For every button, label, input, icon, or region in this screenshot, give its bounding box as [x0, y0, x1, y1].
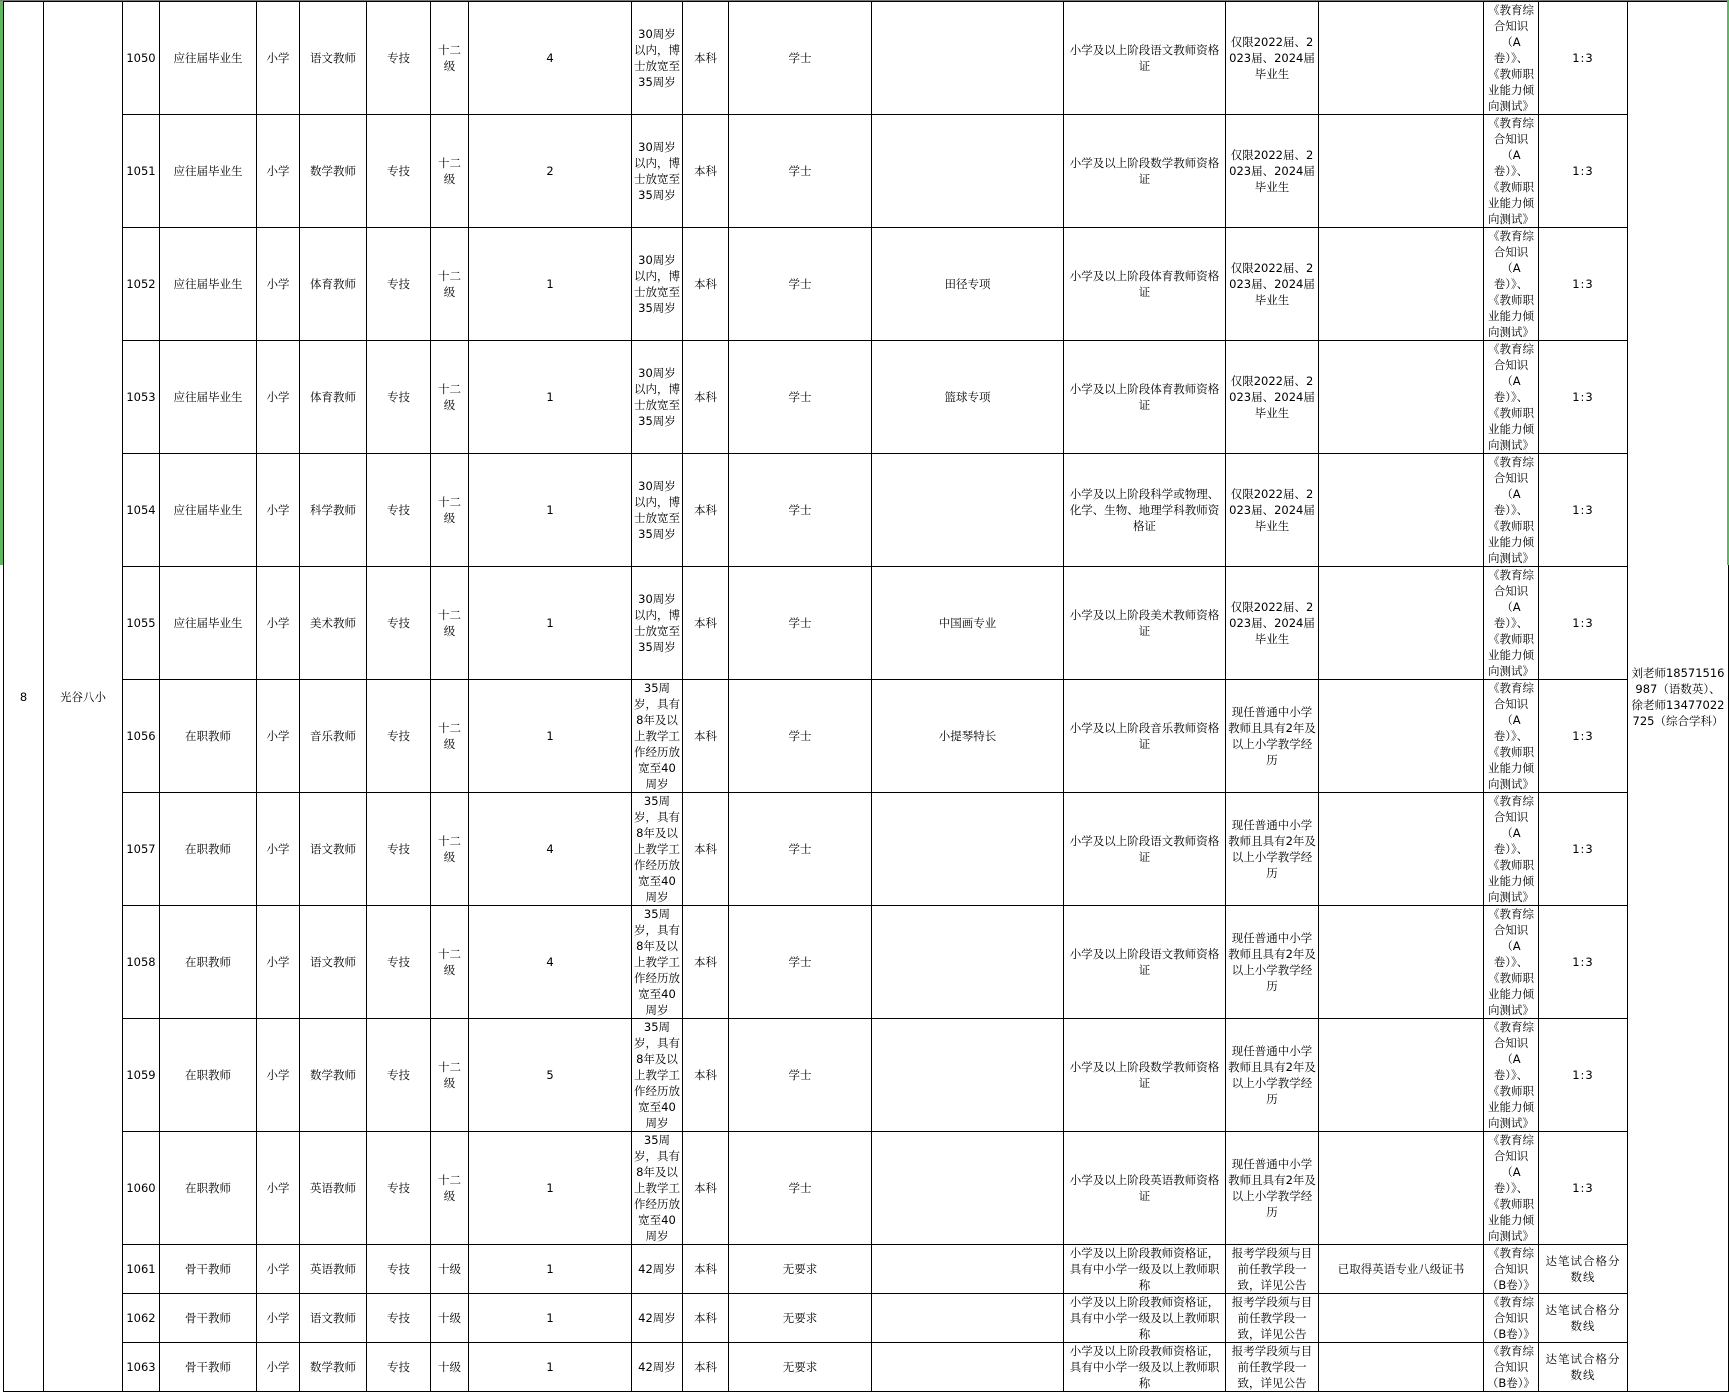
position-code-cell: 1063	[123, 1343, 160, 1392]
hiring-count-cell: 1	[469, 680, 632, 793]
degree-cell: 学士	[729, 1132, 872, 1245]
exam-subject-cell: 《教育综合知识（A卷）》、《教师职业能力倾向测试》	[1484, 341, 1539, 454]
table-row	[4, 1343, 1729, 1392]
post-grade-cell: 十二级	[431, 341, 469, 454]
other-requirement-cell: 仅限2022届、2023届、2024届毕业生	[1226, 454, 1319, 567]
certificate-requirement-cell: 小学及以上阶段英语教师资格证	[1064, 1132, 1226, 1245]
other-requirement-cell: 现任普通中小学教师且具有2年及以上小学教学经历	[1226, 793, 1319, 906]
hiring-count-cell: 2	[469, 115, 632, 228]
additional-requirement-cell	[1319, 341, 1484, 454]
certificate-requirement-cell: 小学及以上阶段教师资格证，具有中小学一级及以上教师职称	[1064, 1294, 1226, 1343]
post-category-cell: 专技	[367, 341, 431, 454]
major-requirement-cell	[872, 1245, 1064, 1294]
degree-cell: 学士	[729, 567, 872, 680]
school-level-cell: 小学	[257, 2, 300, 115]
major-requirement-cell	[872, 2, 1064, 115]
degree-cell: 无要求	[729, 1294, 872, 1343]
degree-cell: 学士	[729, 341, 872, 454]
major-requirement-cell	[872, 1019, 1064, 1132]
hiring-count-cell: 1	[469, 454, 632, 567]
post-name-cell: 数学教师	[300, 1343, 367, 1392]
table-row	[4, 680, 1729, 793]
certificate-requirement-cell: 小学及以上阶段音乐教师资格证	[1064, 680, 1226, 793]
applicant-type-cell: 在职教师	[160, 793, 257, 906]
certificate-requirement-cell: 小学及以上阶段教师资格证，具有中小学一级及以上教师职称	[1064, 1343, 1226, 1392]
post-name-cell: 语文教师	[300, 1294, 367, 1343]
degree-cell: 学士	[729, 680, 872, 793]
education-cell: 本科	[683, 680, 729, 793]
age-requirement-cell: 35周岁，具有8年及以上教学工作经历放宽至40周岁	[632, 793, 683, 906]
post-name-cell: 数学教师	[300, 115, 367, 228]
applicant-type-cell: 在职教师	[160, 906, 257, 1019]
education-cell: 本科	[683, 2, 729, 115]
degree-cell: 无要求	[729, 1245, 872, 1294]
degree-cell: 学士	[729, 2, 872, 115]
age-requirement-cell: 42周岁	[632, 1294, 683, 1343]
degree-cell: 学士	[729, 115, 872, 228]
hiring-count-cell: 4	[469, 793, 632, 906]
certificate-requirement-cell: 小学及以上阶段数学教师资格证	[1064, 115, 1226, 228]
post-name-cell: 科学教师	[300, 454, 367, 567]
contact-info-cell: 刘老师18571516987（语数英）、徐老师13477022725（综合学科）	[1628, 2, 1729, 1392]
additional-requirement-cell	[1319, 454, 1484, 567]
post-grade-cell: 十级	[431, 1245, 469, 1294]
other-requirement-cell: 报考学段须与目前任教学段一致，详见公告	[1226, 1343, 1319, 1392]
table-row	[4, 1245, 1729, 1294]
certificate-requirement-cell: 小学及以上阶段语文教师资格证	[1064, 2, 1226, 115]
major-requirement-cell: 中国画专业	[872, 567, 1064, 680]
post-name-cell: 体育教师	[300, 341, 367, 454]
position-code-cell: 1057	[123, 793, 160, 906]
education-cell: 本科	[683, 1132, 729, 1245]
interview-ratio-cell: 1:3	[1539, 680, 1628, 793]
hiring-count-cell: 1	[469, 1245, 632, 1294]
age-requirement-cell: 35周岁，具有8年及以上教学工作经历放宽至40周岁	[632, 1132, 683, 1245]
position-code-cell: 1059	[123, 1019, 160, 1132]
school-level-cell: 小学	[257, 1019, 300, 1132]
exam-subject-cell: 《教育综合知识（A卷）》、《教师职业能力倾向测试》	[1484, 1132, 1539, 1245]
school-level-cell: 小学	[257, 1294, 300, 1343]
hiring-count-cell: 5	[469, 1019, 632, 1132]
table-row	[4, 1294, 1729, 1343]
additional-requirement-cell	[1319, 115, 1484, 228]
post-grade-cell: 十二级	[431, 906, 469, 1019]
school-level-cell: 小学	[257, 1343, 300, 1392]
degree-cell: 学士	[729, 454, 872, 567]
position-code-cell: 1054	[123, 454, 160, 567]
certificate-requirement-cell: 小学及以上阶段体育教师资格证	[1064, 341, 1226, 454]
applicant-type-cell: 应往届毕业生	[160, 228, 257, 341]
post-grade-cell: 十二级	[431, 228, 469, 341]
post-name-cell: 英语教师	[300, 1245, 367, 1294]
post-grade-cell: 十二级	[431, 115, 469, 228]
other-requirement-cell: 仅限2022届、2023届、2024届毕业生	[1226, 228, 1319, 341]
age-requirement-cell: 30周岁以内，博士放宽至35周岁	[632, 2, 683, 115]
sequence-number-cell: 8	[4, 2, 44, 1392]
applicant-type-cell: 应往届毕业生	[160, 115, 257, 228]
post-grade-cell: 十级	[431, 1343, 469, 1392]
hiring-count-cell: 1	[469, 567, 632, 680]
school-level-cell: 小学	[257, 115, 300, 228]
table-row	[4, 115, 1729, 228]
major-requirement-cell	[872, 115, 1064, 228]
certificate-requirement-cell: 小学及以上阶段美术教师资格证	[1064, 567, 1226, 680]
other-requirement-cell: 报考学段须与目前任教学段一致，详见公告	[1226, 1294, 1319, 1343]
post-grade-cell: 十级	[431, 1294, 469, 1343]
age-requirement-cell: 30周岁以内，博士放宽至35周岁	[632, 567, 683, 680]
post-grade-cell: 十二级	[431, 454, 469, 567]
age-requirement-cell: 35周岁，具有8年及以上教学工作经历放宽至40周岁	[632, 906, 683, 1019]
applicant-type-cell: 应往届毕业生	[160, 454, 257, 567]
education-cell: 本科	[683, 341, 729, 454]
position-code-cell: 1062	[123, 1294, 160, 1343]
post-category-cell: 专技	[367, 2, 431, 115]
hiring-count-cell: 1	[469, 1343, 632, 1392]
hiring-count-cell: 4	[469, 906, 632, 1019]
position-code-cell: 1055	[123, 567, 160, 680]
post-category-cell: 专技	[367, 1245, 431, 1294]
table-row	[4, 1132, 1729, 1245]
exam-subject-cell: 《教育综合知识（A卷）》、《教师职业能力倾向测试》	[1484, 2, 1539, 115]
school-level-cell: 小学	[257, 793, 300, 906]
major-requirement-cell	[872, 454, 1064, 567]
hiring-count-cell: 1	[469, 1132, 632, 1245]
applicant-type-cell: 在职教师	[160, 680, 257, 793]
additional-requirement-cell	[1319, 906, 1484, 1019]
table-row	[4, 228, 1729, 341]
other-requirement-cell: 现任普通中小学教师且具有2年及以上小学教学经历	[1226, 906, 1319, 1019]
certificate-requirement-cell: 小学及以上阶段教师资格证，具有中小学一级及以上教师职称	[1064, 1245, 1226, 1294]
major-requirement-cell	[872, 1132, 1064, 1245]
position-code-cell: 1060	[123, 1132, 160, 1245]
interview-ratio-cell: 1:3	[1539, 2, 1628, 115]
post-category-cell: 专技	[367, 906, 431, 1019]
certificate-requirement-cell: 小学及以上阶段数学教师资格证	[1064, 1019, 1226, 1132]
other-requirement-cell: 现任普通中小学教师且具有2年及以上小学教学经历	[1226, 1019, 1319, 1132]
additional-requirement-cell	[1319, 1294, 1484, 1343]
applicant-type-cell: 骨干教师	[160, 1343, 257, 1392]
post-name-cell: 数学教师	[300, 1019, 367, 1132]
school-level-cell: 小学	[257, 1132, 300, 1245]
interview-ratio-cell: 1:3	[1539, 341, 1628, 454]
education-cell: 本科	[683, 793, 729, 906]
additional-requirement-cell	[1319, 1132, 1484, 1245]
table-row	[4, 2, 1729, 115]
school-level-cell: 小学	[257, 1245, 300, 1294]
additional-requirement-cell	[1319, 1343, 1484, 1392]
post-grade-cell: 十二级	[431, 1019, 469, 1132]
table-row	[4, 1019, 1729, 1132]
additional-requirement-cell: 已取得英语专业八级证书	[1319, 1245, 1484, 1294]
interview-ratio-cell: 达笔试合格分数线	[1539, 1294, 1628, 1343]
table-row	[4, 341, 1729, 454]
age-requirement-cell: 30周岁以内，博士放宽至35周岁	[632, 341, 683, 454]
other-requirement-cell: 现任普通中小学教师且具有2年及以上小学教学经历	[1226, 1132, 1319, 1245]
other-requirement-cell: 现任普通中小学教师且具有2年及以上小学教学经历	[1226, 680, 1319, 793]
exam-subject-cell: 《教育综合知识（A卷）》、《教师职业能力倾向测试》	[1484, 906, 1539, 1019]
post-name-cell: 语文教师	[300, 793, 367, 906]
applicant-type-cell: 应往届毕业生	[160, 567, 257, 680]
school-level-cell: 小学	[257, 680, 300, 793]
major-requirement-cell: 小提琴特长	[872, 680, 1064, 793]
position-code-cell: 1058	[123, 906, 160, 1019]
exam-subject-cell: 《教育综合知识（A卷）》、《教师职业能力倾向测试》	[1484, 454, 1539, 567]
degree-cell: 学士	[729, 793, 872, 906]
education-cell: 本科	[683, 1019, 729, 1132]
major-requirement-cell: 田径专项	[872, 228, 1064, 341]
education-cell: 本科	[683, 1245, 729, 1294]
exam-subject-cell: 《教育综合知识（A卷）》、《教师职业能力倾向测试》	[1484, 680, 1539, 793]
education-cell: 本科	[683, 906, 729, 1019]
education-cell: 本科	[683, 1294, 729, 1343]
interview-ratio-cell: 1:3	[1539, 567, 1628, 680]
position-code-cell: 1052	[123, 228, 160, 341]
education-cell: 本科	[683, 567, 729, 680]
additional-requirement-cell	[1319, 1019, 1484, 1132]
hiring-count-cell: 4	[469, 2, 632, 115]
post-category-cell: 专技	[367, 680, 431, 793]
post-category-cell: 专技	[367, 1294, 431, 1343]
applicant-type-cell: 在职教师	[160, 1019, 257, 1132]
other-requirement-cell: 仅限2022届、2023届、2024届毕业生	[1226, 115, 1319, 228]
major-requirement-cell	[872, 1343, 1064, 1392]
post-grade-cell: 十二级	[431, 567, 469, 680]
position-code-cell: 1050	[123, 2, 160, 115]
table-row	[4, 793, 1729, 906]
other-requirement-cell: 仅限2022届、2023届、2024届毕业生	[1226, 567, 1319, 680]
table-body	[4, 2, 1729, 1392]
exam-subject-cell: 《教育综合知识（B卷）》	[1484, 1343, 1539, 1392]
school-level-cell: 小学	[257, 454, 300, 567]
additional-requirement-cell	[1319, 2, 1484, 115]
position-code-cell: 1051	[123, 115, 160, 228]
major-requirement-cell	[872, 906, 1064, 1019]
major-requirement-cell	[872, 793, 1064, 906]
school-level-cell: 小学	[257, 567, 300, 680]
interview-ratio-cell: 1:3	[1539, 1019, 1628, 1132]
education-cell: 本科	[683, 228, 729, 341]
interview-ratio-cell: 1:3	[1539, 115, 1628, 228]
other-requirement-cell: 仅限2022届、2023届、2024届毕业生	[1226, 341, 1319, 454]
exam-subject-cell: 《教育综合知识（A卷）》、《教师职业能力倾向测试》	[1484, 228, 1539, 341]
applicant-type-cell: 在职教师	[160, 1132, 257, 1245]
interview-ratio-cell: 1:3	[1539, 906, 1628, 1019]
exam-subject-cell: 《教育综合知识（B卷）》	[1484, 1245, 1539, 1294]
additional-requirement-cell	[1319, 680, 1484, 793]
post-category-cell: 专技	[367, 1132, 431, 1245]
other-requirement-cell: 仅限2022届、2023届、2024届毕业生	[1226, 2, 1319, 115]
post-name-cell: 音乐教师	[300, 680, 367, 793]
post-name-cell: 英语教师	[300, 1132, 367, 1245]
post-category-cell: 专技	[367, 228, 431, 341]
exam-subject-cell: 《教育综合知识（B卷）》	[1484, 1294, 1539, 1343]
school-level-cell: 小学	[257, 228, 300, 341]
hiring-count-cell: 1	[469, 341, 632, 454]
additional-requirement-cell	[1319, 228, 1484, 341]
interview-ratio-cell: 达笔试合格分数线	[1539, 1245, 1628, 1294]
post-name-cell: 体育教师	[300, 228, 367, 341]
age-requirement-cell: 30周岁以内，博士放宽至35周岁	[632, 454, 683, 567]
additional-requirement-cell	[1319, 793, 1484, 906]
certificate-requirement-cell: 小学及以上阶段体育教师资格证	[1064, 228, 1226, 341]
school-level-cell: 小学	[257, 341, 300, 454]
table-row	[4, 567, 1729, 680]
education-cell: 本科	[683, 1343, 729, 1392]
post-category-cell: 专技	[367, 793, 431, 906]
hiring-count-cell: 1	[469, 1294, 632, 1343]
applicant-type-cell: 骨干教师	[160, 1245, 257, 1294]
additional-requirement-cell	[1319, 567, 1484, 680]
exam-subject-cell: 《教育综合知识（A卷）》、《教师职业能力倾向测试》	[1484, 115, 1539, 228]
applicant-type-cell: 应往届毕业生	[160, 341, 257, 454]
position-code-cell: 1061	[123, 1245, 160, 1294]
position-code-cell: 1056	[123, 680, 160, 793]
post-grade-cell: 十二级	[431, 1132, 469, 1245]
hiring-count-cell: 1	[469, 228, 632, 341]
recruitment-table	[3, 1, 1729, 1392]
major-requirement-cell: 篮球专项	[872, 341, 1064, 454]
interview-ratio-cell: 1:3	[1539, 793, 1628, 906]
exam-subject-cell: 《教育综合知识（A卷）》、《教师职业能力倾向测试》	[1484, 1019, 1539, 1132]
interview-ratio-cell: 1:3	[1539, 454, 1628, 567]
post-grade-cell: 十二级	[431, 680, 469, 793]
post-name-cell: 语文教师	[300, 906, 367, 1019]
interview-ratio-cell: 1:3	[1539, 228, 1628, 341]
certificate-requirement-cell: 小学及以上阶段语文教师资格证	[1064, 793, 1226, 906]
education-cell: 本科	[683, 454, 729, 567]
certificate-requirement-cell: 小学及以上阶段语文教师资格证	[1064, 906, 1226, 1019]
applicant-type-cell: 骨干教师	[160, 1294, 257, 1343]
age-requirement-cell: 42周岁	[632, 1245, 683, 1294]
age-requirement-cell: 30周岁以内，博士放宽至35周岁	[632, 228, 683, 341]
post-category-cell: 专技	[367, 115, 431, 228]
school-name-cell: 光谷八小	[44, 2, 123, 1392]
post-grade-cell: 十二级	[431, 793, 469, 906]
degree-cell: 学士	[729, 228, 872, 341]
education-cell: 本科	[683, 115, 729, 228]
degree-cell: 学士	[729, 906, 872, 1019]
age-requirement-cell: 35周岁，具有8年及以上教学工作经历放宽至40周岁	[632, 1019, 683, 1132]
post-name-cell: 美术教师	[300, 567, 367, 680]
major-requirement-cell	[872, 1294, 1064, 1343]
position-code-cell: 1053	[123, 341, 160, 454]
post-category-cell: 专技	[367, 1343, 431, 1392]
table-row	[4, 454, 1729, 567]
degree-cell: 学士	[729, 1019, 872, 1132]
exam-subject-cell: 《教育综合知识（A卷）》、《教师职业能力倾向测试》	[1484, 793, 1539, 906]
exam-subject-cell: 《教育综合知识（A卷）》、《教师职业能力倾向测试》	[1484, 567, 1539, 680]
post-category-cell: 专技	[367, 1019, 431, 1132]
age-requirement-cell: 42周岁	[632, 1343, 683, 1392]
post-grade-cell: 十二级	[431, 2, 469, 115]
age-requirement-cell: 30周岁以内，博士放宽至35周岁	[632, 115, 683, 228]
age-requirement-cell: 35周岁，具有8年及以上教学工作经历放宽至40周岁	[632, 680, 683, 793]
interview-ratio-cell: 1:3	[1539, 1132, 1628, 1245]
applicant-type-cell: 应往届毕业生	[160, 2, 257, 115]
degree-cell: 无要求	[729, 1343, 872, 1392]
post-name-cell: 语文教师	[300, 2, 367, 115]
post-category-cell: 专技	[367, 454, 431, 567]
interview-ratio-cell: 达笔试合格分数线	[1539, 1343, 1628, 1392]
table-row	[4, 906, 1729, 1019]
other-requirement-cell: 报考学段须与目前任教学段一致，详见公告	[1226, 1245, 1319, 1294]
post-category-cell: 专技	[367, 567, 431, 680]
school-level-cell: 小学	[257, 906, 300, 1019]
certificate-requirement-cell: 小学及以上阶段科学或物理、化学、生物、地理学科教师资格证	[1064, 454, 1226, 567]
